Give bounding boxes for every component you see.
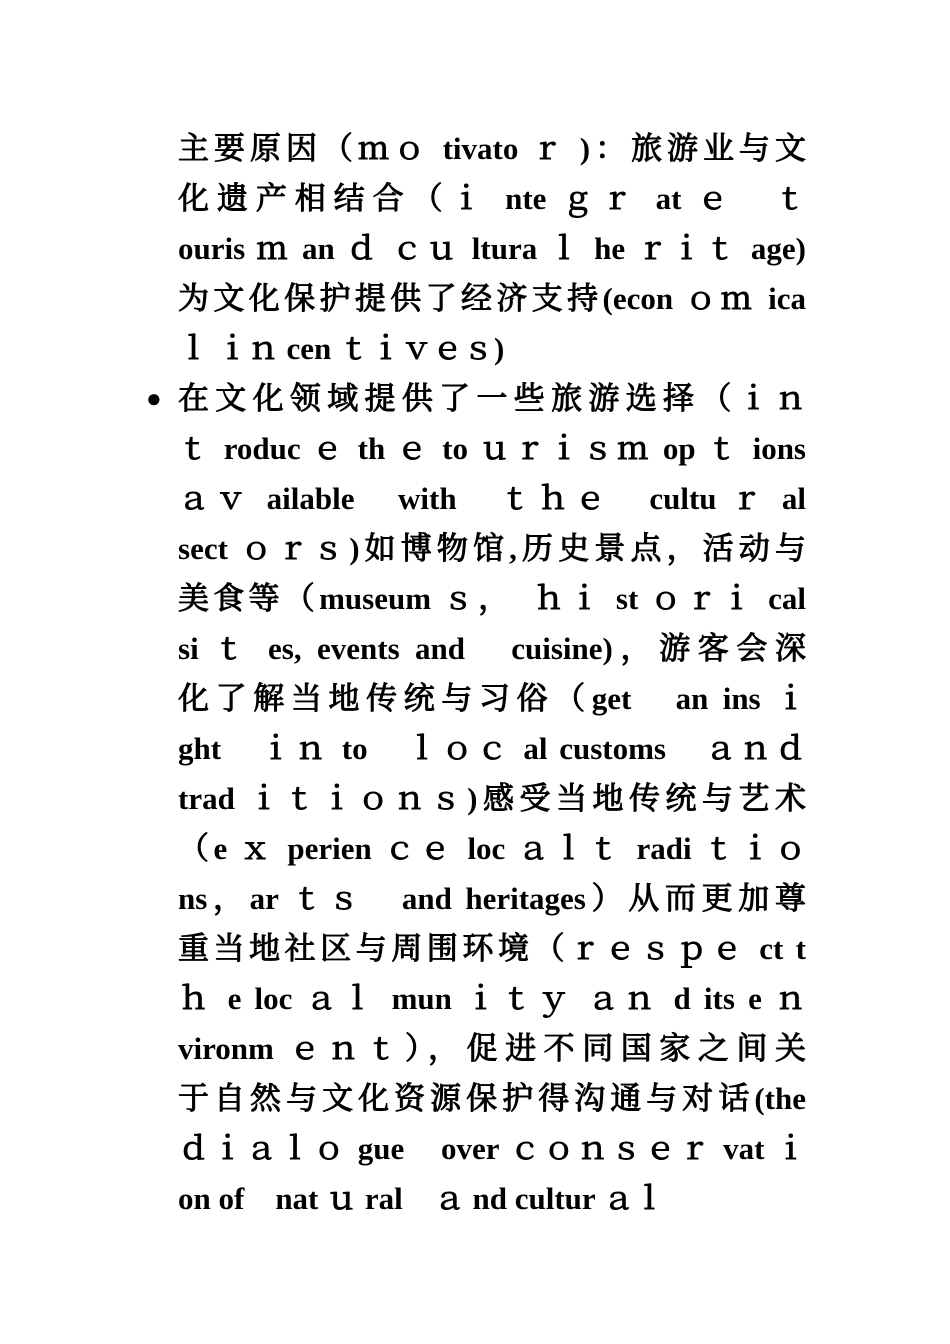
paragraph-motivator <box>178 124 806 374</box>
text-line: 主要原因（ｍｏ tivato ｒ )：旅游业与文 <box>178 131 806 166</box>
bullet-marker: ● <box>146 384 162 413</box>
text-line: ｈ e loc ａｌ mun ｉｔｙ ａｎ d its e ｎ <box>178 981 806 1016</box>
text-line: ght ｉｎ to ｌｏｃ al customs ａｎｄ <box>178 731 806 766</box>
text-line: on of nat ｕ ral ａ nd cultur ａｌ <box>178 1181 665 1216</box>
text-line: ouris ｍ an ｄ ｃｕ ltura ｌ he ｒｉｔ age) <box>178 231 806 266</box>
text-line: （e ｘ perien ｃｅ loc ａｌｔ radi ｔｉｏ <box>178 831 806 866</box>
text-line: 重当地社区与周围环境（ｒｅｓｐｅ ct t <box>178 931 806 966</box>
text-line: 化遗产相结合（ｉ nte ｇｒ at ｅ ｔ <box>178 181 806 216</box>
text-line: ｔ roduc ｅ th ｅ to ｕｒｉｓｍ op ｔ ions <box>178 431 806 466</box>
paragraph-tourism-options <box>178 374 806 1224</box>
text-line: ns，ar ｔｓ and heritages）从而更加尊 <box>178 881 806 916</box>
text-line: vironm ｅｎｔ），促进不同国家之间关 <box>178 1031 806 1066</box>
text-line: ａｖ ailable with ｔｈｅ cultu ｒ al <box>178 481 806 516</box>
text-line: ｌ ｉｎ cen ｔｉｖｅｓ) <box>178 331 505 366</box>
text-line: 化了解当地传统与习俗（get an ins ｉ <box>178 681 806 716</box>
text-line: sect ｏｒｓ)如博物馆,历史景点，活动与 <box>178 531 806 566</box>
text-line: 在文化领域提供了一些旅游选择（ｉｎ <box>178 381 806 416</box>
text-line: ｄｉａｌｏ gue over ｃｏｎｓｅｒ vat ｉ <box>178 1131 806 1166</box>
text-line: 美食等（museum ｓ， ｈｉ st ｏｒｉ cal <box>178 581 806 616</box>
text-line: 为文化保护提供了经济支持(econ ｏｍ ica <box>178 281 806 316</box>
text-line: 于自然与文化资源保护得沟通与对话(the <box>178 1081 806 1116</box>
text-line: si ｔ es, events and cuisine)，游客会深 <box>178 631 806 666</box>
text-line: trad ｉｔｉｏｎｓ)感受当地传统与艺术 <box>178 781 806 816</box>
